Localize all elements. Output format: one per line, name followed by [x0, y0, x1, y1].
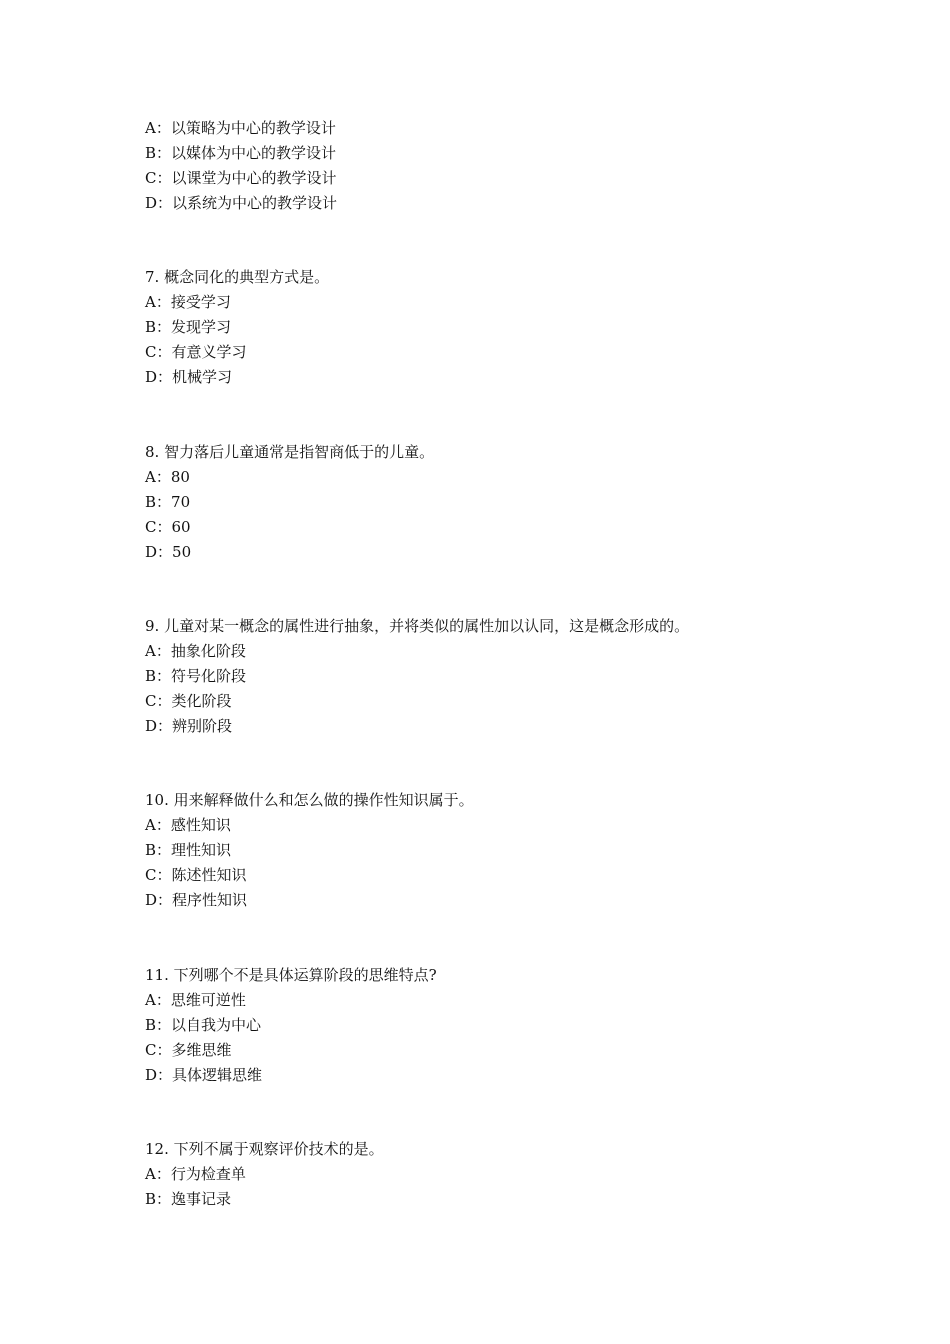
question-8-option-b: B：70: [145, 493, 191, 511]
question-9-option-b: B：符号化阶段: [145, 667, 247, 685]
question-11-option-a: A：思维可逆性: [145, 991, 246, 1009]
question-9-option-c: C：类化阶段: [145, 692, 232, 710]
option-a: A：以策略为中心的教学设计: [145, 119, 336, 137]
question-12-option-b: B：逸事记录: [145, 1190, 232, 1208]
question-10-option-a: A：感性知识: [145, 816, 231, 834]
question-7-option-b: B：发现学习: [145, 318, 232, 336]
question-7-option-d: D：机械学习: [145, 368, 233, 386]
option-b: B：以媒体为中心的教学设计: [145, 144, 337, 162]
question-7-option-a: A：接受学习: [145, 293, 231, 311]
question-10-option-c: C：陈述性知识: [145, 866, 247, 884]
question-7-text: 7. 概念同化的典型方式是。: [145, 268, 330, 286]
question-8-option-c: C：60: [145, 518, 191, 536]
question-11-option-c: C：多维思维: [145, 1041, 232, 1059]
question-11-option-b: B：以自我为中心: [145, 1016, 262, 1034]
question-8-text: 8. 智力落后儿童通常是指智商低于的儿童。: [145, 443, 435, 461]
option-d: D：以系统为中心的教学设计: [145, 194, 338, 212]
question-9-option-a: A：抽象化阶段: [145, 642, 246, 660]
question-12-option-a: A：行为检查单: [145, 1165, 246, 1183]
question-8-option-a: A：80: [145, 468, 190, 486]
question-10-option-d: D：程序性知识: [145, 891, 248, 909]
question-10-text: 10. 用来解释做什么和怎么做的操作性知识属于。: [145, 791, 474, 809]
question-12-text: 12. 下列不属于观察评价技术的是。: [145, 1140, 384, 1158]
question-11-option-d: D：具体逻辑思维: [145, 1066, 263, 1084]
question-10-option-b: B：理性知识: [145, 841, 232, 859]
question-8-option-d: D：50: [145, 543, 192, 561]
question-9-text: 9. 儿童对某一概念的属性进行抽象，并将类似的属性加以认同，这是概念形成的。: [145, 617, 690, 635]
option-c: C：以课堂为中心的教学设计: [145, 169, 337, 187]
question-9-option-d: D：辨别阶段: [145, 717, 233, 735]
question-11-text: 11. 下列哪个不是具体运算阶段的思维特点?: [145, 966, 437, 984]
question-7-option-c: C：有意义学习: [145, 343, 247, 361]
